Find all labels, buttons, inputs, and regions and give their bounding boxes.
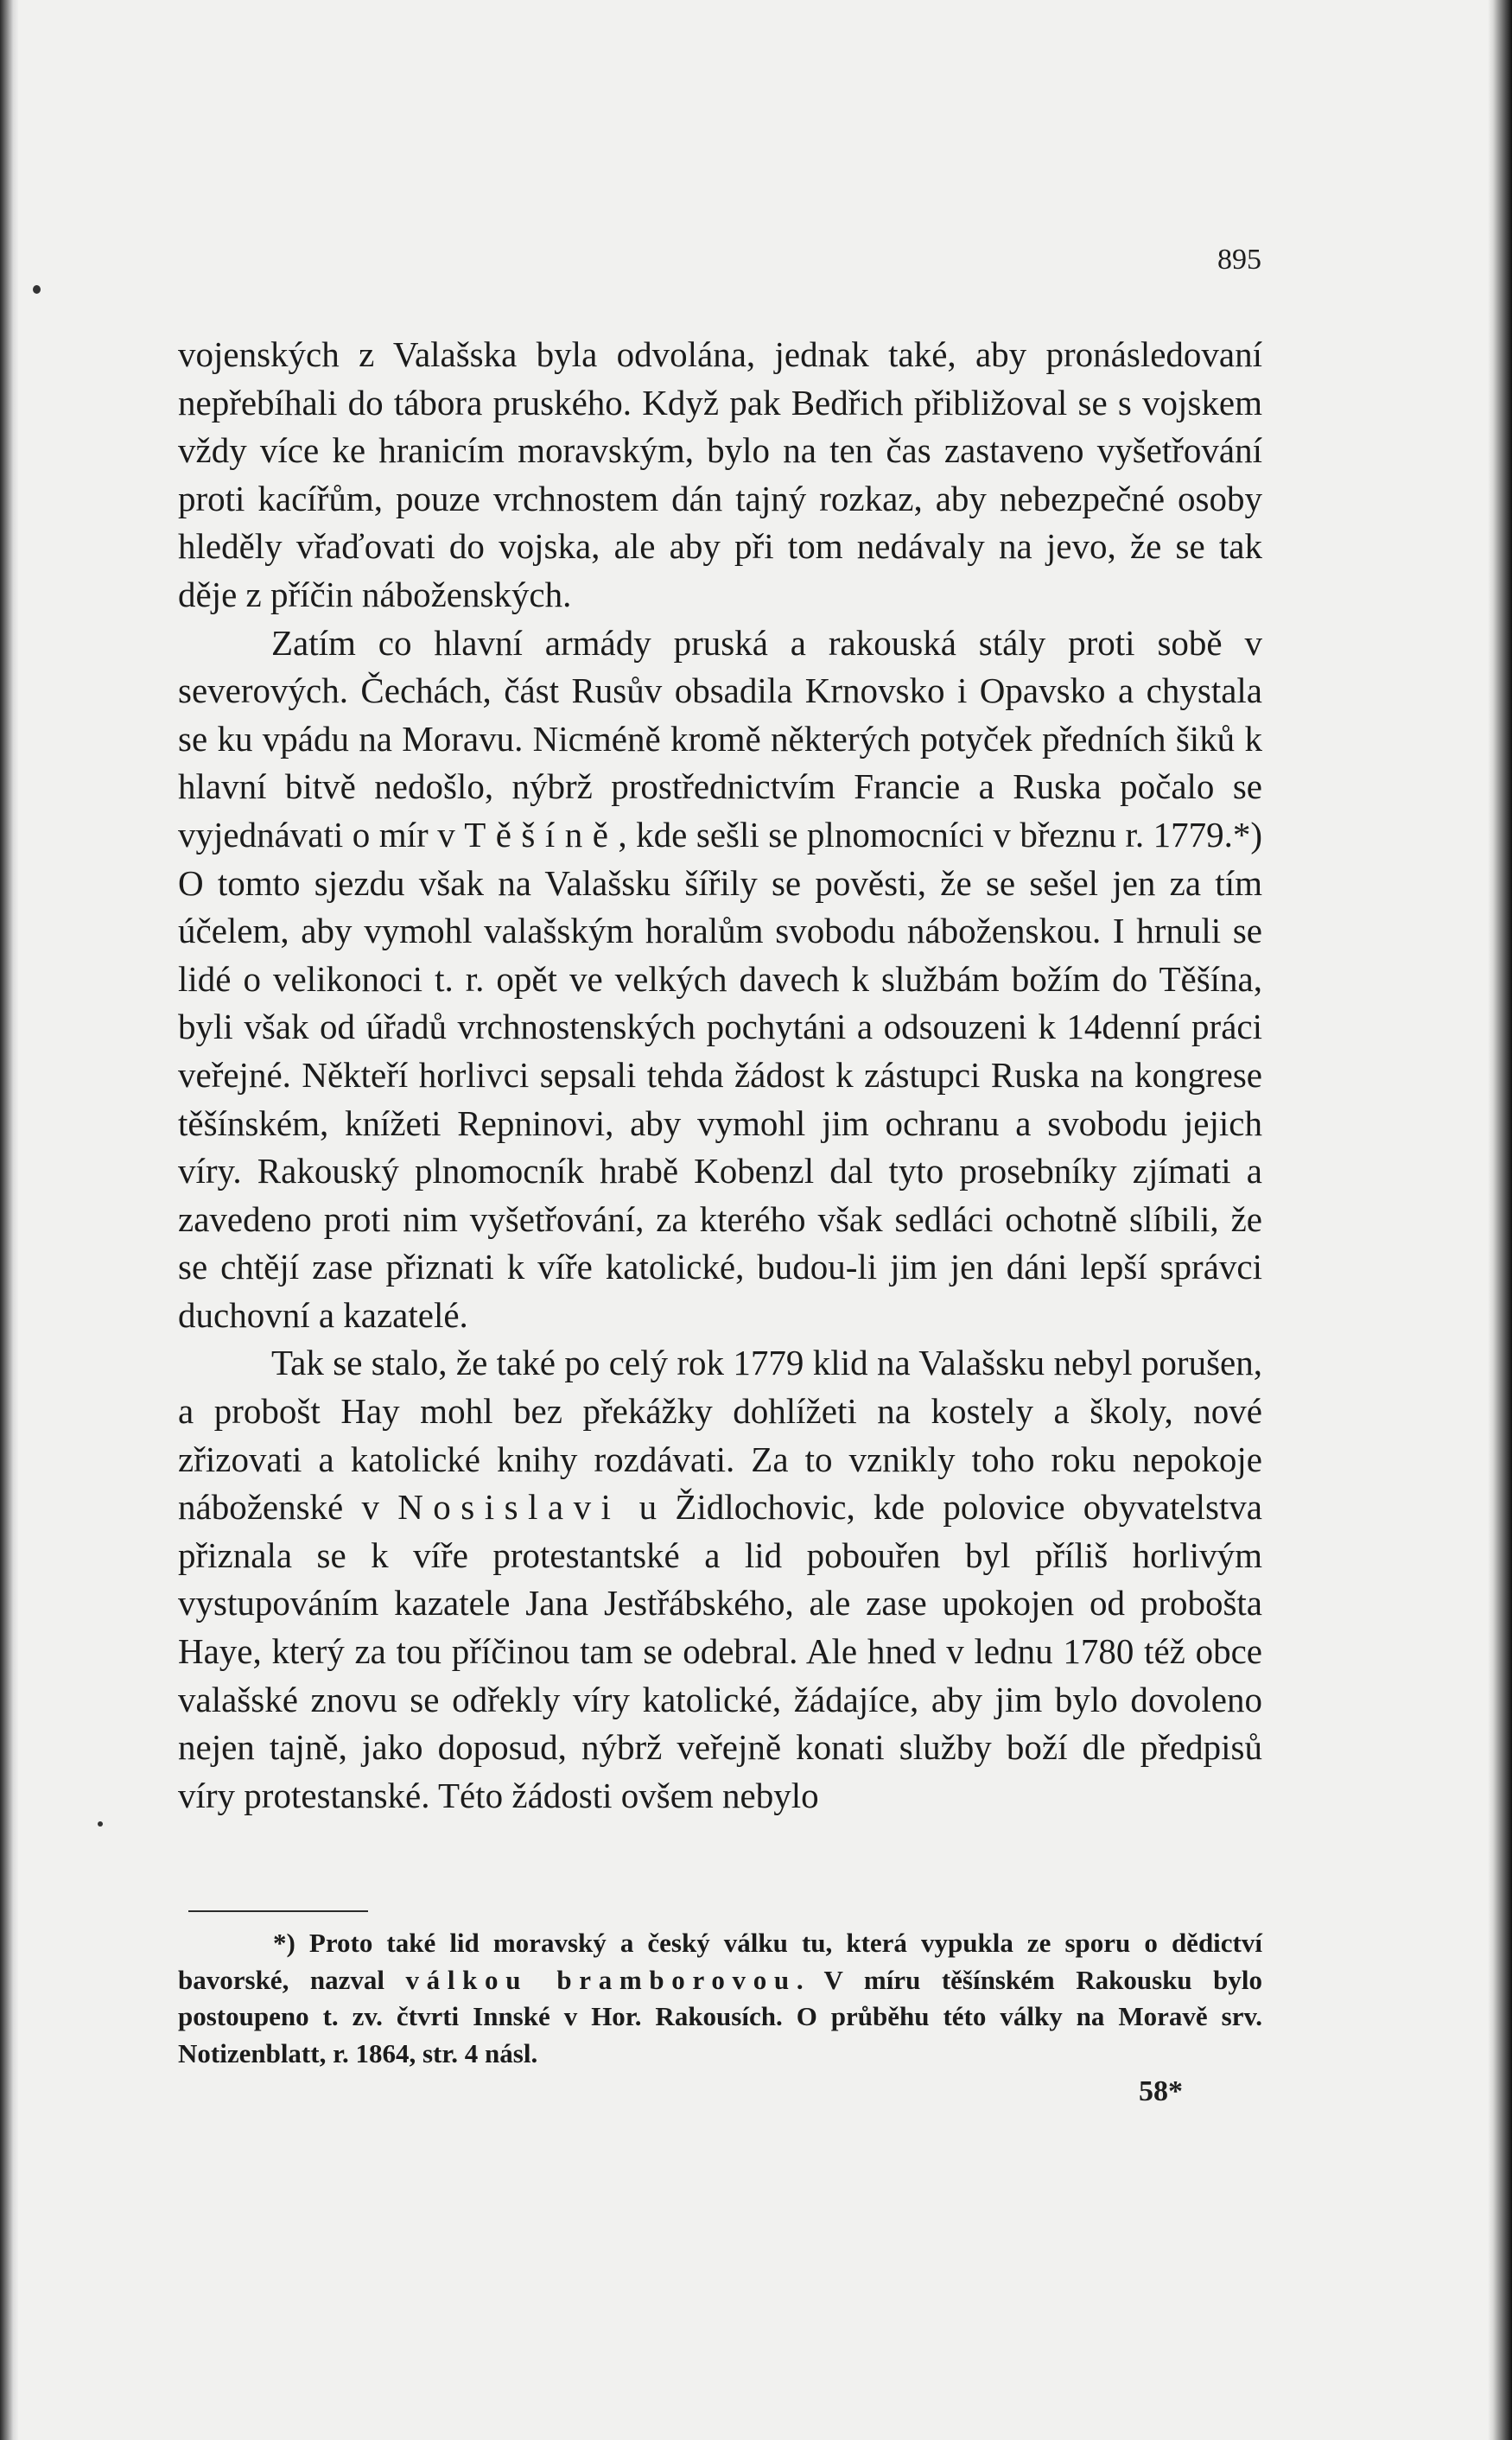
spaced-place-name: Těšíně <box>464 814 619 855</box>
paragraph: vojenských z Valašska byla odvolána, jednak také, aby pronásledovaní nepřebíhali do tábora pruského. Když pak Bedřich přibližoval se s vojskem vždy více ke hranicím moravským, bylo na ten čas zastaveno vyšetřování proti kacířům, pouze vrchnostem dán tajný rozkaz, aby nebezpečné osoby hleděly vřaďovati do vojska, ale aby při tom nedávaly na jevo, že se tak děje z příčin náboženských. <box>178 334 1262 614</box>
scan-edge-right <box>1488 0 1512 2440</box>
page-number: 895 <box>1217 244 1261 276</box>
scan-edge-left <box>0 0 19 2440</box>
paragraph-text: Zatím co hlavní armády pruská a rakouská stály proti sobě v severových. Čechách, část Rusův obsadila Krnovsko i Opavsko a chystala se ku vpádu na Moravu. Nicméně kromě některých potyček předních šiků k hlavní bitvě nedošlo, nýbrž prostřednictvím Francie a Ruska počalo se vyjednávati o mír v <box>178 622 1262 855</box>
dust-speck <box>33 285 41 294</box>
dust-speck <box>98 1821 103 1827</box>
footnote-paragraph <box>178 1925 1262 2072</box>
spaced-term: válkou bramborovou <box>405 1964 797 1995</box>
printer-signature: 58* <box>1139 2075 1183 2107</box>
footnote-text: *) Proto také lid moravský a český válku tu, která vypukla ze sporu o dědictví bavorské, nazval <box>178 1928 1262 1995</box>
footnote <box>178 1925 1262 2072</box>
body-text <box>178 331 1262 1820</box>
paragraph <box>178 1339 1262 1820</box>
paragraph-text: u Židlochovic, kde polovice obyvatelstva přiznala se k víře protestantské a lid pobouřen byl příliš horlivým vystupováním kazatele Jana Jestřábského, ale zase upokojen od probošta Haye, který za tou příčinou tam se odebral. Ale hned v lednu 1780 též obce valašské znovu se odřekly víry katolické, žádajíce, aby jim bylo dovoleno nejen tajně, jako doposud, nýbrž veřejně konati služby boží dle předpisů víry protestanské. Této žádosti ovšem nebylo <box>178 1487 1262 1815</box>
paragraph <box>178 620 1262 1340</box>
paragraph-text: Tak se stalo, že také po celý rok 1779 klid na Valašsku nebyl porušen, a probošt Hay mohl bez překážky dohlížeti na kostely a školy, nové zřizovati a katolické knihy rozdávati. Za to vznikly toho roku nepokoje náboženské v <box>178 1343 1262 1528</box>
footnote-rule <box>188 1910 368 1912</box>
paragraph-text: , kde sešli se plnomocníci v březnu r. 1779.*) O tomto sjezdu však na Valašsku šířily se pověsti, že se sešel jen za tím účelem, aby vymohl valašským horalům svobodu náboženskou. I hrnuli se lidé o velikonoci t. r. opět ve velkých davech k službám božím do Těšína, byli však od úřadů vrchnostenských pochytáni a odsouzeni k 14denní práci veřejné. Někteří horlivci sepsali tehda žádost k zástupci Ruska na kongrese těšínském, knížeti Repninovi, aby vymohl jim ochranu a svobodu jejich víry. Rakouský plnomocník hrabě Kobenzl dal tyto prosebníky zjímati a zavedeno proti nim vyšetřování, za kterého však sedláci ochotně slíbili, že se chtějí zase přiznati k víře katolické, budou-li jim jen dáni lepší správci duchovní a kazatelé. <box>178 814 1263 1335</box>
footnote-text: . V míru těšínském Rakousku bylo postoupeno t. zv. čtvrti Innské v Hor. Rakousích. O průběhu této války na Moravě srv. Notizenblatt, r. 1864, str. 4 násl. <box>178 1964 1263 2068</box>
spaced-place-name: Nosislavi <box>397 1487 621 1528</box>
